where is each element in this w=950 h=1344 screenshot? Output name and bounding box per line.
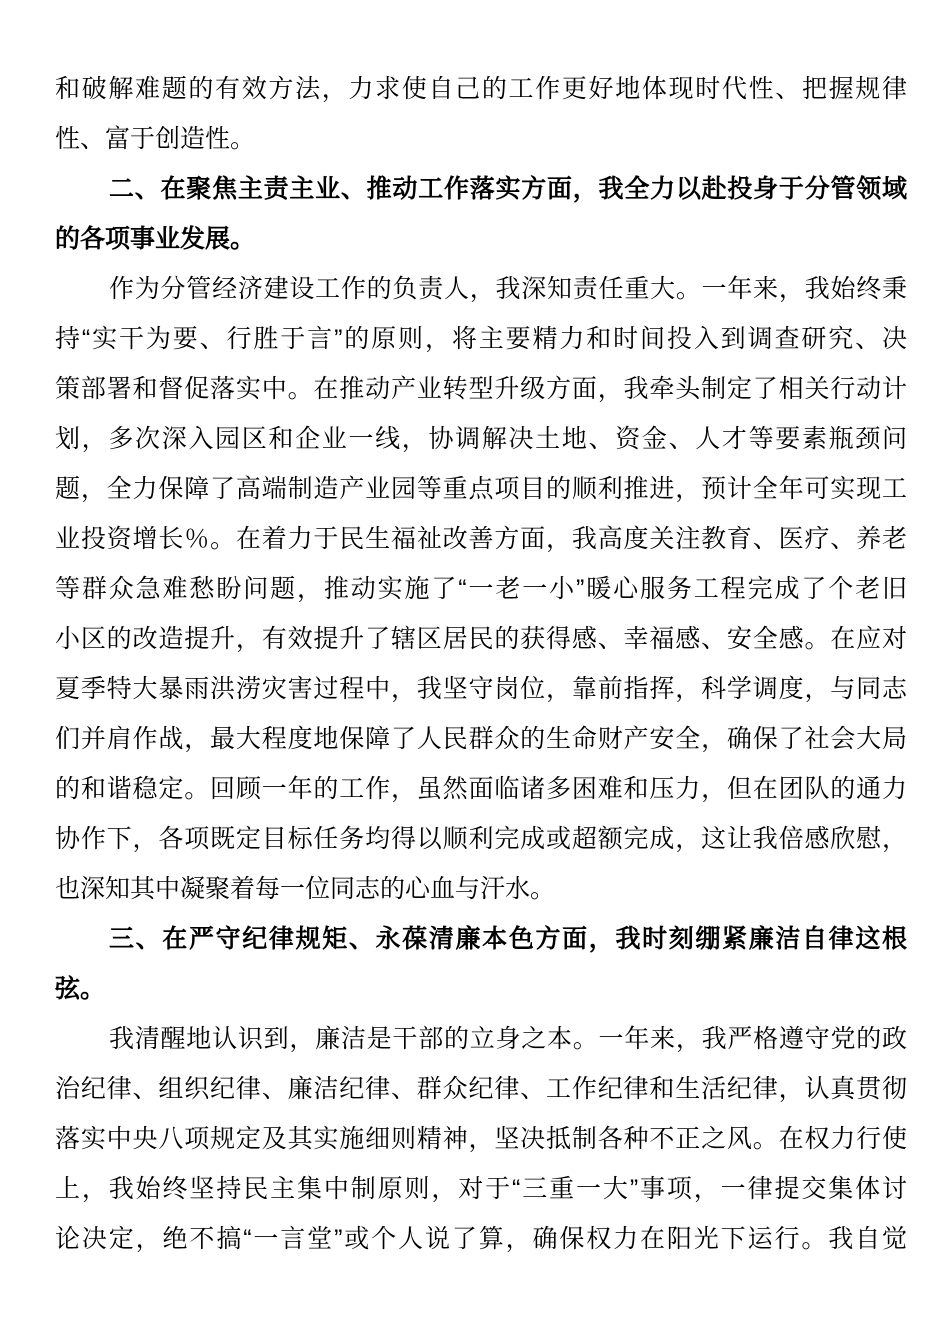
body-paragraph-line: 的和谐稳定。回顾一年的工作，虽然面临诸多困难和压力，但在团队的通力 bbox=[55, 775, 907, 803]
body-paragraph-line: 小区的改造提升，有效提升了辖区居民的获得感、幸福感、安全感。在应对 bbox=[55, 625, 907, 653]
body-paragraph-line: 我清醒地认识到，廉洁是干部的立身之本。一年来，我严格遵守党的政 bbox=[109, 1025, 907, 1053]
body-paragraph-line: 策部署和督促落实中。在推动产业转型升级方面，我牵头制定了相关行动计 bbox=[55, 375, 907, 403]
body-paragraph-line: 夏季特大暴雨洪涝灾害过程中，我坚守岗位，靠前指挥，科学调度，与同志 bbox=[55, 675, 907, 703]
body-continuation-line: 性、富于创造性。 bbox=[55, 125, 256, 153]
section-heading-3-line: 三、在严守纪律规矩、永葆清廉本色方面，我时刻绷紧廉洁自律这根 bbox=[109, 925, 907, 953]
body-paragraph-line: 划，多次深入园区和企业一线，协调解决土地、资金、人才等要素瓶颈问 bbox=[55, 425, 907, 453]
body-paragraph-line: 持“实干为要、行胜于言”的原则，将主要精力和时间投入到调查研究、决 bbox=[55, 325, 907, 353]
body-paragraph-line: 上，我始终坚持民主集中制原则，对于“三重一大”事项，一律提交集体讨 bbox=[55, 1175, 907, 1203]
section-heading-2-line: 二、在聚焦主责主业、推动工作落实方面，我全力以赴投身于分管领域 bbox=[109, 175, 907, 203]
body-paragraph-line: 题，全力保障了高端制造产业园等重点项目的顺利推进，预计全年可实现工 bbox=[55, 475, 907, 503]
body-paragraph-line: 也深知其中凝聚着每一位同志的心血与汗水。 bbox=[55, 875, 556, 903]
body-continuation-line: 和破解难题的有效方法，力求使自己的工作更好地体现时代性、把握规律 bbox=[55, 75, 907, 103]
section-heading-2-line: 的各项事业发展。 bbox=[55, 225, 256, 253]
body-paragraph-line: 等群众急难愁盼问题，推动实施了“一老一小”暖心服务工程完成了个老旧 bbox=[55, 575, 907, 603]
section-heading-3-line: 弦。 bbox=[55, 975, 106, 1003]
document-body bbox=[55, 64, 907, 1264]
body-paragraph-line: 业投资增长％。在着力于民生福祉改善方面，我高度关注教育、医疗、养老 bbox=[55, 525, 907, 553]
body-paragraph-line: 协作下，各项既定目标任务均得以顺利完成或超额完成，这让我倍感欣慰， bbox=[55, 825, 907, 853]
body-paragraph-line: 论决定，绝不搞“一言堂”或个人说了算，确保权力在阳光下运行。我自觉 bbox=[55, 1225, 907, 1253]
body-paragraph-line: 落实中央八项规定及其实施细则精神，坚决抵制各种不正之风。在权力行使 bbox=[55, 1125, 907, 1153]
body-paragraph-line: 治纪律、组织纪律、廉洁纪律、群众纪律、工作纪律和生活纪律，认真贯彻 bbox=[55, 1075, 907, 1103]
body-paragraph-line: 作为分管经济建设工作的负责人，我深知责任重大。一年来，我始终秉 bbox=[109, 275, 907, 303]
body-paragraph-line: 们并肩作战，最大程度地保障了人民群众的生命财产安全，确保了社会大局 bbox=[55, 725, 907, 753]
